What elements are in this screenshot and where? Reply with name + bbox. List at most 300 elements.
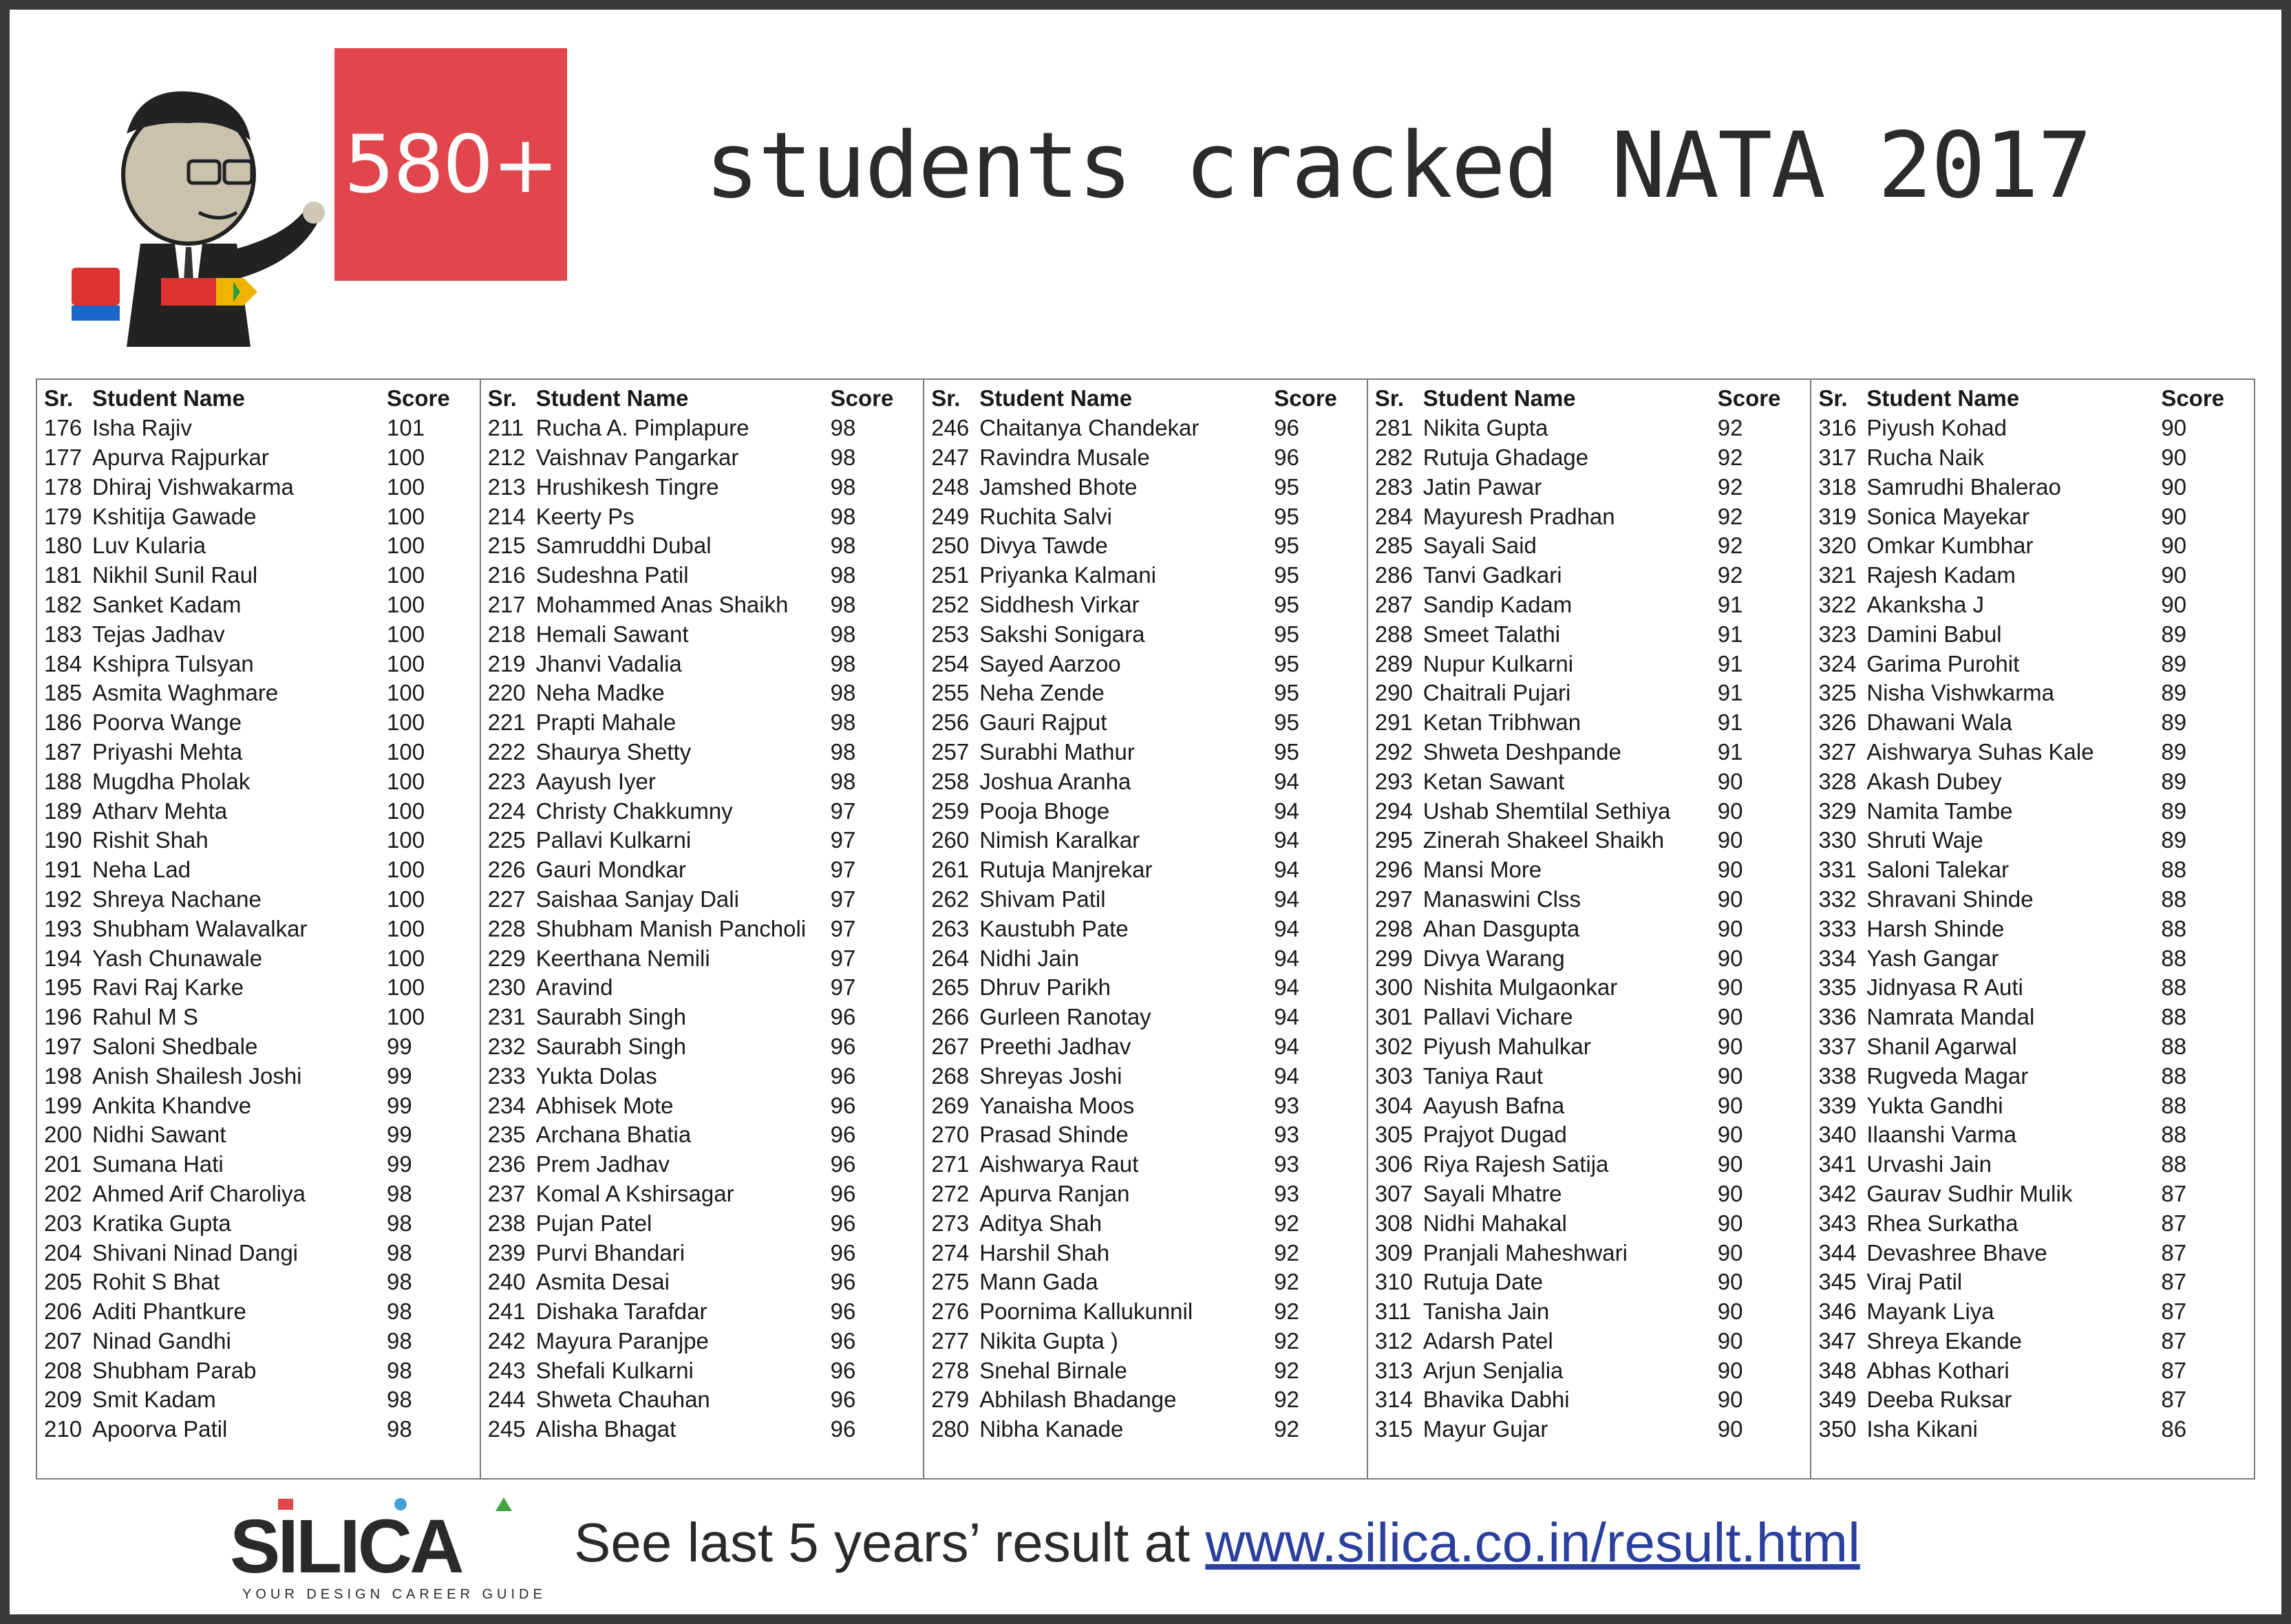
table-row <box>931 619 1361 649</box>
header-score: Score <box>830 385 894 412</box>
cell-score: 98 <box>830 562 856 588</box>
cell-sr: 345 <box>1818 1269 1857 1295</box>
cell-student-name: Saloni Talekar <box>1866 857 2010 883</box>
table-row <box>931 1238 1361 1268</box>
cell-sr: 251 <box>931 562 970 588</box>
table-header-row <box>44 384 474 414</box>
cell-student-name: Chaitrali Pujari <box>1422 680 1571 706</box>
cell-score: 88 <box>2161 1033 2187 1059</box>
cell-score: 89 <box>2161 709 2187 736</box>
results-column <box>37 380 481 1478</box>
cell-student-name: Mohammed Anas Shaikh <box>535 591 789 617</box>
table-row <box>1818 1179 2248 1209</box>
cell-score: 92 <box>1274 1357 1299 1383</box>
cell-score: 92 <box>1274 1269 1299 1295</box>
cell-sr: 321 <box>1818 562 1857 588</box>
cell-score: 94 <box>1274 886 1299 912</box>
cell-sr: 209 <box>44 1387 83 1413</box>
table-row <box>488 943 918 973</box>
table-row <box>931 1297 1361 1327</box>
footer-text: See last 5 years’ result at <box>574 1512 1206 1573</box>
results-poster <box>10 10 2281 1614</box>
cell-sr: 223 <box>487 768 526 794</box>
header-sr: Sr. <box>931 385 961 412</box>
cell-sr: 247 <box>931 444 970 470</box>
results-column <box>924 380 1368 1478</box>
cell-student-name: Abhisek Mote <box>535 1092 674 1118</box>
cell-student-name: Nidhi Sawant <box>92 1122 226 1148</box>
cell-sr: 306 <box>1374 1151 1413 1177</box>
cell-student-name: Aishwarya Suhas Kale <box>1866 738 2094 765</box>
cell-score: 90 <box>1717 945 1743 971</box>
cell-score: 91 <box>1717 709 1743 736</box>
table-row <box>1375 1385 1805 1415</box>
cell-sr: 244 <box>487 1387 526 1413</box>
cell-score: 98 <box>830 738 856 765</box>
cell-score: 94 <box>1274 974 1299 1001</box>
table-row <box>931 1268 1361 1297</box>
cell-student-name: Sumana Hati <box>92 1151 224 1177</box>
cell-student-name: Sanket Kadam <box>92 591 242 617</box>
cell-sr: 235 <box>487 1122 526 1148</box>
table-row <box>488 1061 918 1091</box>
cell-score: 100 <box>387 709 425 736</box>
cell-sr: 310 <box>1374 1269 1413 1295</box>
cell-student-name: Shivani Ninad Dangi <box>92 1239 299 1265</box>
cell-sr: 230 <box>487 974 526 1001</box>
cell-sr: 202 <box>44 1180 83 1206</box>
table-row <box>488 1003 918 1032</box>
cell-score: 90 <box>1717 1210 1743 1236</box>
cell-student-name: Akash Dubey <box>1866 768 2002 794</box>
cell-sr: 195 <box>44 974 83 1001</box>
cell-student-name: Sayali Mhatre <box>1422 1180 1562 1206</box>
table-row <box>488 561 918 590</box>
table-row <box>44 1179 474 1209</box>
cell-student-name: Tanvi Gadkari <box>1422 562 1562 588</box>
table-row <box>1375 1238 1805 1268</box>
cell-score: 96 <box>830 1180 856 1206</box>
table-row <box>931 1150 1361 1179</box>
table-row <box>1375 502 1805 531</box>
cell-student-name: Yash Gangar <box>1866 945 1999 971</box>
cell-sr: 199 <box>44 1092 83 1118</box>
table-row <box>1375 1415 1805 1444</box>
cell-student-name: Nimish Karalkar <box>979 827 1140 853</box>
cell-sr: 277 <box>931 1327 970 1354</box>
cell-sr: 221 <box>487 709 526 736</box>
cell-student-name: Keerty Ps <box>535 503 635 529</box>
cell-student-name: Hemali Sawant <box>535 621 689 647</box>
cell-student-name: Shweta Deshpande <box>1422 738 1621 765</box>
cell-sr: 261 <box>931 857 970 883</box>
table-row <box>1818 502 2248 531</box>
cell-student-name: Archana Bhatia <box>535 1122 692 1148</box>
cell-score: 91 <box>1717 680 1743 706</box>
table-row <box>488 472 918 502</box>
table-row <box>931 1003 1361 1032</box>
cell-student-name: Shanil Agarwal <box>1866 1033 2017 1059</box>
cell-sr: 262 <box>931 886 970 912</box>
table-row <box>1818 943 2248 973</box>
cell-sr: 276 <box>931 1299 970 1325</box>
cell-score: 101 <box>387 415 425 441</box>
cell-sr: 303 <box>1374 1062 1413 1089</box>
table-row <box>44 590 474 620</box>
cell-student-name: Snehal Birnale <box>979 1357 1127 1383</box>
cell-score: 96 <box>830 1269 856 1295</box>
cell-score: 89 <box>2161 798 2187 824</box>
cell-sr: 272 <box>931 1180 970 1206</box>
table-row <box>1375 1003 1805 1032</box>
cell-score: 95 <box>1274 738 1299 765</box>
table-row <box>44 1032 474 1062</box>
cell-score: 97 <box>830 886 856 912</box>
table-row <box>44 1003 474 1032</box>
cell-student-name: Anish Shailesh Joshi <box>92 1062 302 1089</box>
cell-score: 98 <box>387 1357 412 1383</box>
table-row <box>1375 679 1805 708</box>
cell-student-name: Shreyas Joshi <box>979 1062 1122 1089</box>
cell-score: 99 <box>387 1062 412 1089</box>
table-row <box>44 1061 474 1091</box>
cell-student-name: Gaurav Sudhir Mulik <box>1866 1180 2073 1206</box>
cell-sr: 285 <box>1374 533 1413 559</box>
cell-student-name: Ahmed Arif Charoliya <box>92 1180 306 1206</box>
cell-student-name: Sayed Aarzoo <box>979 650 1121 676</box>
cell-sr: 253 <box>931 621 970 647</box>
cell-score: 94 <box>1274 1004 1299 1030</box>
table-row <box>488 826 918 855</box>
table-row <box>488 679 918 708</box>
cell-student-name: Ravi Raj Karke <box>92 974 244 1001</box>
cell-student-name: Kratika Gupta <box>92 1210 231 1236</box>
cell-student-name: Rohit S Bhat <box>92 1269 220 1295</box>
table-row <box>488 649 918 679</box>
cell-sr: 210 <box>44 1416 83 1442</box>
cell-student-name: Harsh Shinde <box>1866 915 2005 941</box>
cell-student-name: Alisha Bhagat <box>535 1416 676 1442</box>
cell-sr: 271 <box>931 1151 970 1177</box>
table-row <box>488 531 918 561</box>
cell-student-name: Jidnyasa R Auti <box>1866 974 2023 1001</box>
cell-sr: 264 <box>931 945 970 971</box>
cell-student-name: Tanisha Jain <box>1422 1299 1550 1325</box>
cell-student-name: Samrudhi Bhalerao <box>1866 473 2061 500</box>
cell-sr: 301 <box>1374 1004 1413 1030</box>
logo-tagline: YOUR DESIGN CAREER GUIDE <box>242 1587 546 1602</box>
cell-sr: 336 <box>1818 1004 1857 1030</box>
cell-student-name: Preethi Jadhav <box>979 1033 1131 1059</box>
cell-sr: 315 <box>1374 1416 1413 1442</box>
cell-score: 100 <box>387 738 425 765</box>
cell-student-name: Shreya Nachane <box>92 886 262 912</box>
cell-score: 98 <box>387 1327 412 1354</box>
cell-score: 87 <box>2161 1387 2187 1413</box>
cell-sr: 179 <box>44 503 83 529</box>
results-column <box>1368 380 1812 1478</box>
cell-sr: 286 <box>1374 562 1413 588</box>
cell-sr: 297 <box>1374 886 1413 912</box>
cell-score: 90 <box>1717 1151 1743 1177</box>
cell-score: 88 <box>2161 1092 2187 1118</box>
cell-score: 98 <box>830 650 856 676</box>
cell-sr: 220 <box>487 680 526 706</box>
cell-sr: 198 <box>44 1062 83 1089</box>
cell-student-name: Ankita Khandve <box>92 1092 252 1118</box>
table-row <box>44 649 474 679</box>
table-row <box>1375 708 1805 738</box>
table-row <box>44 855 474 885</box>
cell-student-name: Saloni Shedbale <box>92 1033 258 1059</box>
table-row <box>1375 1032 1805 1062</box>
cell-score: 96 <box>1274 444 1299 470</box>
cell-score: 89 <box>2161 768 2187 794</box>
table-row <box>1818 1091 2248 1120</box>
cell-score: 96 <box>830 1122 856 1148</box>
table-row <box>488 1297 918 1327</box>
results-link[interactable]: www.silica.co.in/result.html <box>1205 1512 1860 1573</box>
cell-score: 95 <box>1274 650 1299 676</box>
cell-score: 90 <box>1717 857 1743 883</box>
cell-sr: 319 <box>1818 503 1857 529</box>
cell-sr: 237 <box>487 1180 526 1206</box>
cell-sr: 181 <box>44 562 83 588</box>
cell-sr: 314 <box>1374 1387 1413 1413</box>
table-row <box>1375 1120 1805 1150</box>
cell-score: 89 <box>2161 650 2187 676</box>
cell-sr: 316 <box>1818 415 1857 441</box>
cell-score: 95 <box>1274 533 1299 559</box>
cell-score: 98 <box>830 533 856 559</box>
cell-sr: 201 <box>44 1151 83 1177</box>
cell-student-name: Atharv Mehta <box>92 798 228 824</box>
cell-student-name: Shravani Shinde <box>1866 886 2034 912</box>
table-row <box>931 943 1361 973</box>
table-row <box>488 796 918 826</box>
cell-score: 95 <box>1274 709 1299 736</box>
cell-sr: 191 <box>44 857 83 883</box>
table-row <box>1818 826 2248 855</box>
header-name: Student Name <box>1866 385 2020 412</box>
cell-score: 87 <box>2161 1239 2187 1265</box>
cell-student-name: Shruti Waje <box>1866 827 1983 853</box>
table-row <box>1818 1385 2248 1415</box>
cell-score: 99 <box>387 1092 412 1118</box>
cell-student-name: Chaitanya Chandekar <box>979 415 1200 441</box>
cell-score: 100 <box>387 473 425 500</box>
cell-student-name: Saurabh Singh <box>535 1004 686 1030</box>
cell-score: 96 <box>830 1387 856 1413</box>
cell-sr: 349 <box>1818 1387 1857 1413</box>
table-row <box>1375 561 1805 590</box>
cell-sr: 328 <box>1818 768 1857 794</box>
table-row <box>488 1327 918 1356</box>
table-row <box>931 767 1361 796</box>
cell-sr: 305 <box>1374 1122 1413 1148</box>
cell-score: 90 <box>1717 1357 1743 1383</box>
cell-sr: 290 <box>1374 680 1413 706</box>
cell-student-name: Zinerah Shakeel Shaikh <box>1422 827 1665 853</box>
cell-sr: 279 <box>931 1387 970 1413</box>
cell-student-name: Neha Lad <box>92 857 191 883</box>
table-row <box>1818 767 2248 796</box>
cell-score: 95 <box>1274 562 1299 588</box>
cell-sr: 323 <box>1818 621 1857 647</box>
header-sr: Sr. <box>44 385 74 412</box>
cell-student-name: Shreya Ekande <box>1866 1327 2023 1354</box>
cell-sr: 229 <box>487 945 526 971</box>
cell-sr: 217 <box>487 591 526 617</box>
cell-student-name: Pallavi Vichare <box>1422 1004 1573 1030</box>
cell-score: 88 <box>2161 886 2187 912</box>
header-sr: Sr. <box>487 385 517 412</box>
cell-score: 88 <box>2161 857 2187 883</box>
table-row <box>488 619 918 649</box>
table-row <box>1375 796 1805 826</box>
cell-score: 96 <box>830 1327 856 1354</box>
cell-sr: 190 <box>44 827 83 853</box>
table-row <box>44 443 474 473</box>
table-row <box>931 1415 1361 1444</box>
table-row <box>488 708 918 738</box>
cell-student-name: Priyanka Kalmani <box>979 562 1156 588</box>
cell-student-name: Rutuja Manjrekar <box>979 857 1153 883</box>
cell-score: 90 <box>1717 1416 1743 1442</box>
cell-score: 89 <box>2161 680 2187 706</box>
table-row <box>44 885 474 915</box>
cell-student-name: Sandip Kadam <box>1422 591 1573 617</box>
header-score: Score <box>2161 385 2225 412</box>
cell-score: 92 <box>1274 1239 1299 1265</box>
cell-sr: 225 <box>487 827 526 853</box>
cell-student-name: Rajesh Kadam <box>1866 562 2016 588</box>
table-row <box>1375 590 1805 620</box>
cell-sr: 339 <box>1818 1092 1857 1118</box>
cell-sr: 332 <box>1818 886 1857 912</box>
cell-sr: 203 <box>44 1210 83 1236</box>
cell-score: 96 <box>830 1151 856 1177</box>
cell-score: 92 <box>1274 1210 1299 1236</box>
cell-student-name: Divya Warang <box>1422 945 1565 971</box>
cell-student-name: Rutuja Ghadage <box>1422 444 1589 470</box>
cell-sr: 348 <box>1818 1357 1857 1383</box>
cell-student-name: Nishita Mulgaonkar <box>1422 974 1618 1001</box>
cell-student-name: Sayali Said <box>1422 533 1537 559</box>
table-row <box>44 1268 474 1297</box>
cell-score: 90 <box>1717 1004 1743 1030</box>
table-row <box>1818 973 2248 1003</box>
cell-score: 97 <box>830 974 856 1001</box>
cell-score: 90 <box>1717 915 1743 941</box>
cell-student-name: Nupur Kulkarni <box>1422 650 1574 676</box>
cell-student-name: Smeet Talathi <box>1422 621 1561 647</box>
cell-sr: 308 <box>1374 1210 1413 1236</box>
table-row <box>931 502 1361 531</box>
cell-sr: 215 <box>487 533 526 559</box>
cell-sr: 176 <box>44 415 83 441</box>
cell-sr: 241 <box>487 1299 526 1325</box>
cell-sr: 236 <box>487 1151 526 1177</box>
cell-score: 100 <box>387 591 425 617</box>
cell-student-name: Taniya Raut <box>1422 1062 1544 1089</box>
header-score: Score <box>1274 385 1337 412</box>
table-row <box>931 826 1361 855</box>
table-row <box>931 1091 1361 1120</box>
cell-score: 94 <box>1274 1062 1299 1089</box>
table-row <box>1818 1120 2248 1150</box>
cell-score: 87 <box>2161 1327 2187 1354</box>
cell-score: 92 <box>1717 562 1743 588</box>
cell-sr: 194 <box>44 945 83 971</box>
table-row <box>1375 1268 1805 1297</box>
cell-sr: 250 <box>931 533 970 559</box>
cell-score: 90 <box>1717 1033 1743 1059</box>
header-score: Score <box>1717 385 1781 412</box>
cell-sr: 294 <box>1374 798 1413 824</box>
table-row <box>44 1356 474 1385</box>
table-row <box>488 1208 918 1238</box>
table-row <box>44 767 474 796</box>
table-row <box>931 738 1361 767</box>
cell-student-name: Bhavika Dabhi <box>1422 1387 1570 1413</box>
table-row <box>44 943 474 973</box>
cell-student-name: Nidhi Mahakal <box>1422 1210 1567 1236</box>
cell-sr: 325 <box>1818 680 1857 706</box>
cell-score: 96 <box>830 1357 856 1383</box>
table-row <box>488 1268 918 1297</box>
table-row <box>1375 1297 1805 1327</box>
cell-score: 99 <box>387 1033 412 1059</box>
cell-sr: 346 <box>1818 1299 1857 1325</box>
cell-score: 92 <box>1717 415 1743 441</box>
table-row <box>488 885 918 915</box>
cell-score: 87 <box>2161 1210 2187 1236</box>
cell-score: 90 <box>1717 974 1743 1001</box>
table-header-row <box>488 384 918 414</box>
table-row <box>1375 472 1805 502</box>
cell-student-name: Prajyot Dugad <box>1422 1122 1567 1148</box>
table-row <box>931 914 1361 943</box>
cell-score: 100 <box>387 503 425 529</box>
cell-sr: 270 <box>931 1122 970 1148</box>
cell-sr: 333 <box>1818 915 1857 941</box>
cell-sr: 208 <box>44 1357 83 1383</box>
cell-sr: 224 <box>487 798 526 824</box>
cell-student-name: Shaurya Shetty <box>535 738 692 765</box>
table-row <box>44 1238 474 1268</box>
cell-score: 86 <box>2161 1416 2187 1442</box>
header-sr: Sr. <box>1374 385 1404 412</box>
cell-score: 93 <box>1274 1092 1299 1118</box>
cell-score: 98 <box>387 1416 412 1442</box>
table-row <box>44 1415 474 1444</box>
cell-score: 94 <box>1274 798 1299 824</box>
cell-score: 90 <box>1717 827 1743 853</box>
count-badge <box>334 48 567 281</box>
cell-student-name: Ruchita Salvi <box>979 503 1112 529</box>
table-row <box>488 767 918 796</box>
cell-score: 96 <box>830 1299 856 1325</box>
table-row <box>488 590 918 620</box>
table-row <box>44 1297 474 1327</box>
table-row <box>1818 796 2248 826</box>
cell-score: 88 <box>2161 1151 2187 1177</box>
cell-student-name: Dhawani Wala <box>1866 709 2012 736</box>
table-row <box>44 1091 474 1120</box>
cell-student-name: Shubham Parab <box>92 1357 257 1383</box>
cell-score: 100 <box>387 1004 425 1030</box>
